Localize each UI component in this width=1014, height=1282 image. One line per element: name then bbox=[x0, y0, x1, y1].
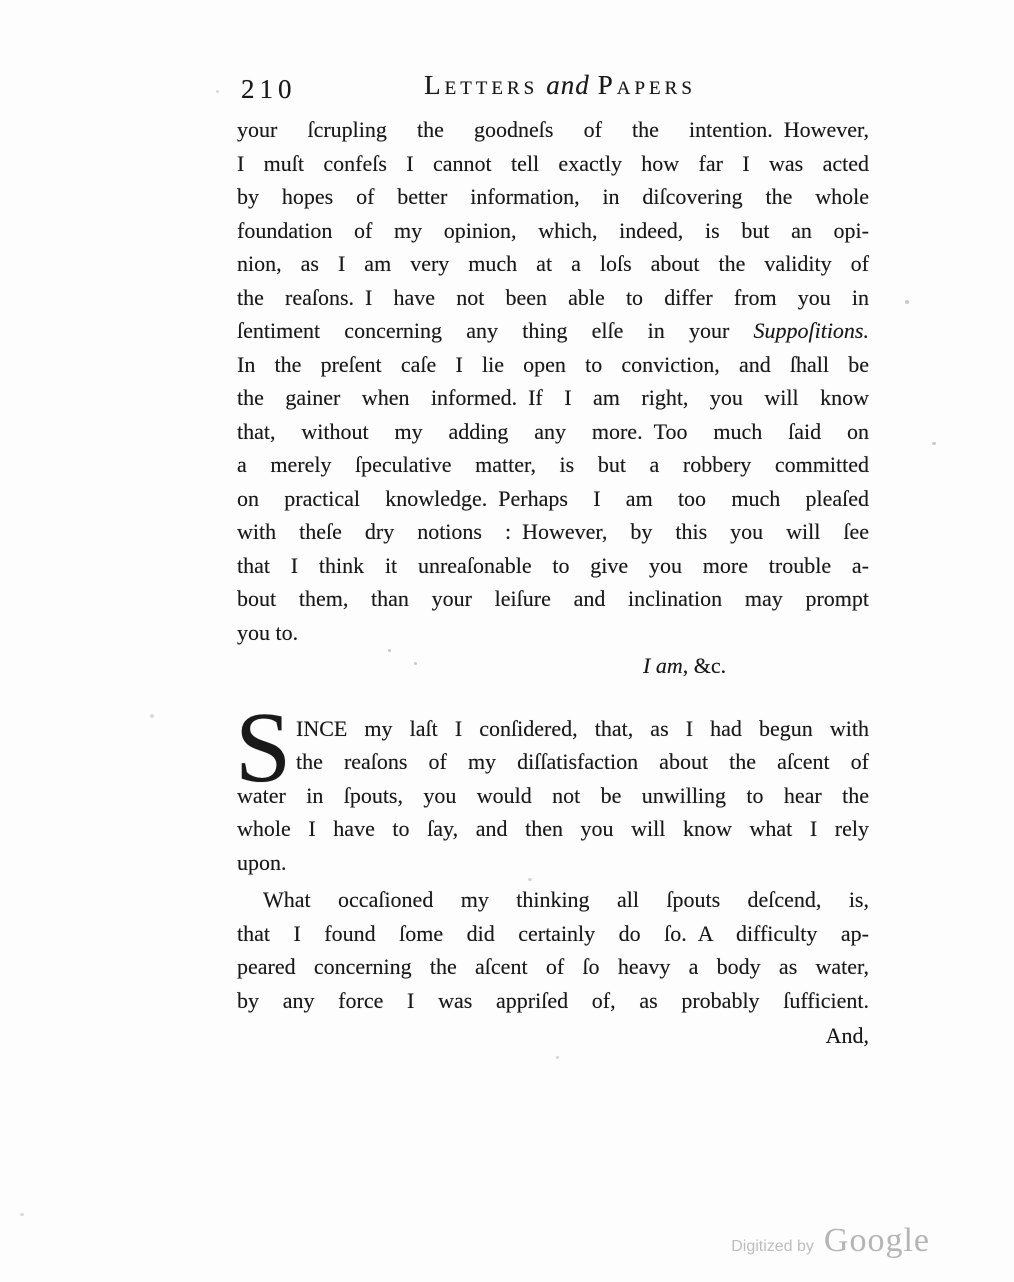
text-line bbox=[237, 314, 869, 348]
text-line: What occaſioned my thinking all ſpouts deſcend, is, bbox=[263, 887, 869, 912]
text-line: that I found ſome did certainly do ſo. A difficulty ap- bbox=[237, 920, 869, 946]
scan-speck bbox=[528, 878, 532, 881]
scan-speck bbox=[216, 90, 219, 93]
text-line: a merely ſpeculative matter, is but a robbery committed bbox=[237, 452, 869, 477]
text-line: foundation of my opinion, which, indeed, is but an opi- bbox=[237, 217, 869, 243]
google-watermark bbox=[731, 1222, 930, 1260]
scan-speck bbox=[905, 300, 909, 304]
scan-speck bbox=[388, 649, 391, 652]
text-line: INCE my laſt I conſidered, that, as I had begun with bbox=[296, 715, 869, 741]
italic-text: Suppoſitions. bbox=[753, 318, 869, 343]
paragraph-3 bbox=[237, 883, 869, 1017]
text-line: the gainer when informed. If I am right, you will know bbox=[237, 385, 869, 410]
paragraph-1 bbox=[237, 113, 869, 649]
text-line: the reaſons. I have not been able to differ from you in bbox=[237, 284, 869, 310]
scan-speck bbox=[932, 442, 936, 445]
text-line: nion, as I am very much at a loſs about the validity of bbox=[237, 251, 869, 276]
text-line: that I think it unreaſonable to give you more trouble a- bbox=[237, 552, 869, 578]
text-line: that, without my adding any more. Too much ſaid on bbox=[237, 418, 869, 444]
text-line: with theſe dry notions : However, by this you will ſee bbox=[237, 519, 869, 544]
closing-italic: I am bbox=[643, 653, 683, 678]
text-line: the reaſons of my diſſatisfaction about the aſcent of bbox=[296, 749, 869, 774]
scan-speck bbox=[150, 714, 154, 718]
text-line: In the preſent caſe I lie open to conviction, and ſhall be bbox=[237, 351, 869, 377]
running-title-word1: Letters bbox=[424, 70, 539, 100]
text-line: on practical knowledge. Perhaps I am too much pleaſed bbox=[237, 485, 869, 511]
running-title bbox=[237, 70, 869, 101]
google-logo: Google bbox=[823, 1222, 930, 1259]
text-line: I muſt confeſs I cannot tell exactly how far I was acted bbox=[237, 150, 869, 176]
paragraph-2 bbox=[235, 690, 869, 880]
scan-speck bbox=[556, 1056, 559, 1059]
running-title-conjunction: and bbox=[546, 70, 590, 100]
text-line: upon. bbox=[237, 849, 287, 875]
closing-roman: , &c. bbox=[682, 653, 727, 678]
watermark-prefix: Digitized by bbox=[731, 1238, 814, 1255]
page-number: 210 bbox=[241, 74, 297, 104]
roman-text: ſentiment concerning any thing elſe in your bbox=[237, 318, 754, 343]
letter-closing bbox=[643, 649, 869, 683]
text-line: water in ſpouts, you would not be unwilling to hear the bbox=[237, 782, 869, 808]
text-line: by hopes of better information, in diſcovering the whole bbox=[237, 184, 869, 209]
catchword: And, bbox=[825, 1023, 869, 1048]
text-line: bout them, than your leiſure and inclination may prompt bbox=[237, 586, 869, 611]
text-line: your ſcrupling the goodneſs of the intention. However, bbox=[237, 117, 869, 142]
text-line: by any force I was appriſed of, as probably ſufficient. bbox=[237, 987, 869, 1013]
text-line: peared concerning the aſcent of ſo heavy a body as water, bbox=[237, 954, 869, 979]
scan-speck bbox=[414, 662, 417, 665]
text-line: whole I have to ſay, and then you will know what I rely bbox=[237, 816, 869, 841]
drop-cap-letter: S bbox=[235, 690, 292, 803]
text-line: you to. bbox=[237, 619, 299, 645]
page-header bbox=[237, 70, 869, 106]
text-block bbox=[237, 113, 869, 1053]
running-title-word2: Papers bbox=[597, 70, 696, 100]
scan-speck bbox=[20, 1213, 24, 1216]
catchword-row bbox=[237, 1019, 869, 1053]
